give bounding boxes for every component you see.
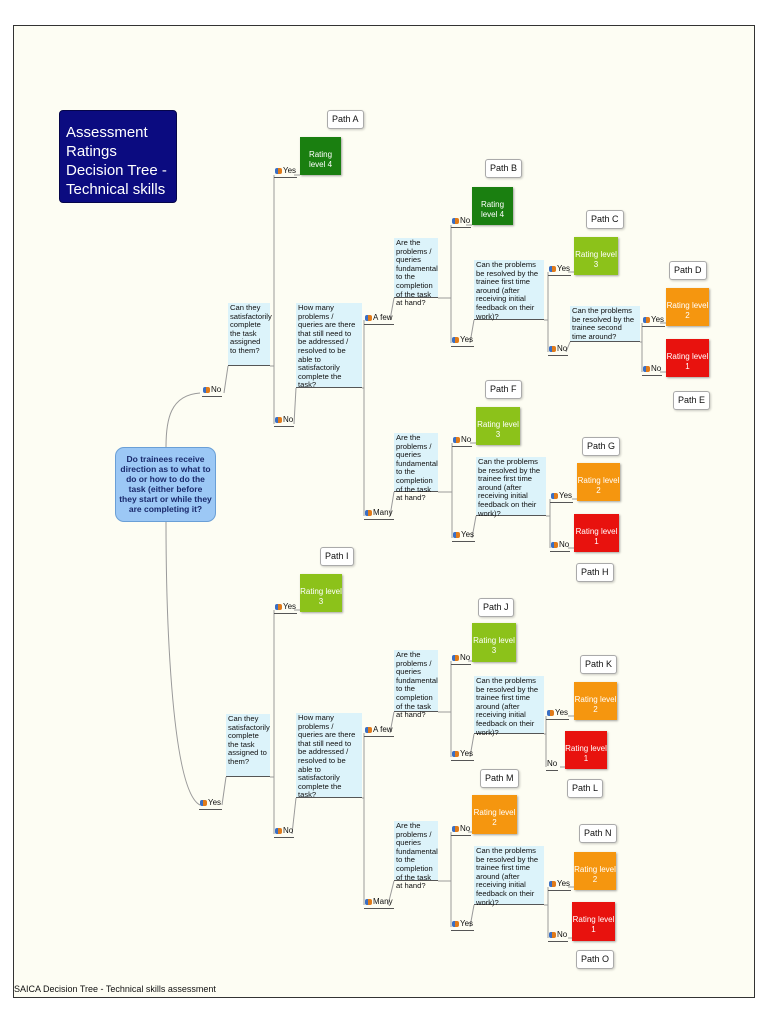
rating-level-4-path-a: Rating level 4 — [300, 137, 341, 175]
answer-label: Yes — [651, 315, 665, 324]
answer-icon — [203, 387, 210, 393]
answer-label: Yes — [559, 491, 573, 500]
answer-yes-a-few — [364, 725, 394, 737]
answer-label: No — [547, 759, 558, 768]
rating-level-4-path-b: Rating level 4 — [472, 187, 513, 225]
answer-yes-first-time-yes — [546, 708, 569, 720]
answer-icon — [275, 417, 282, 423]
answer-many-first-time-no — [550, 540, 570, 552]
answer-label: Many — [373, 508, 393, 517]
root-question: Do trainees receive direction as to what to do or how to do the task (either before they start or while they are completing it? — [115, 447, 216, 522]
question-no-afew-second-time: Can the problems be resolved by the trainee second time around? — [570, 306, 640, 342]
answer-icon — [549, 266, 556, 272]
answer-yes-top — [199, 798, 222, 810]
rating-level-1-path-l: Rating level 1 — [565, 731, 607, 769]
answer-no-yes — [274, 166, 297, 178]
answer-icon — [275, 828, 282, 834]
answer-icon — [365, 727, 372, 733]
answer-label: Yes — [557, 264, 571, 273]
rating-level-2-path-n: Rating level 2 — [574, 852, 616, 890]
answer-no-no — [274, 415, 294, 427]
question-yes-how-many: How many problems / queries are there that still need to be addressed / resolved to be able to satisfactorily complete the task? — [296, 713, 362, 798]
answer-label: Many — [373, 897, 393, 906]
answer-icon — [453, 532, 460, 538]
answer-icon — [547, 710, 554, 716]
answer-icon — [365, 510, 372, 516]
path-e-label: Path E — [673, 391, 710, 410]
question-no-many-first-time: Can the problems be resolved by the trainee first time around (after receiving initial feedback on their work)? — [476, 457, 546, 516]
answer-label: Yes — [208, 798, 222, 807]
rating-level-2-path-d: Rating level 2 — [666, 288, 709, 326]
question-no-many-fundamental: Are the problems / queries fundamental to the completion of the task at hand? — [396, 433, 438, 503]
answer-icon — [643, 366, 650, 372]
answer-first-time-yes — [548, 264, 571, 276]
path-a-label: Path A — [327, 110, 364, 129]
answer-many-fundamental-no — [452, 435, 472, 447]
answer-label: No — [283, 826, 294, 835]
answer-icon — [452, 921, 459, 927]
answer-label: A few — [373, 313, 393, 322]
answer-many-first-time-yes — [550, 491, 573, 503]
answer-icon — [452, 826, 459, 832]
answer-icon — [549, 881, 556, 887]
answer-icon — [452, 337, 459, 343]
rating-level-2-path-g: Rating level 2 — [577, 463, 620, 501]
rating-level-2-path-m: Rating level 2 — [472, 795, 517, 834]
answer-icon — [275, 604, 282, 610]
answer-yes-fundamental-yes — [451, 749, 474, 761]
rating-level-2-path-k: Rating level 2 — [574, 682, 617, 720]
answer-label: Yes — [460, 919, 474, 928]
answer-fundamental-yes — [451, 335, 474, 347]
answer-first-time-no — [548, 344, 568, 356]
footer-caption: SAICA Decision Tree - Technical skills assessment — [14, 984, 216, 994]
question-no-how-many: How many problems / queries are there that still need to be addressed / resolved to be able to satisfactorily complete the task? — [296, 303, 362, 388]
path-i-label: Path I — [320, 547, 354, 566]
question-yes-afew-fundamental: Are the problems / queries fundamental to the completion of the task at hand? — [396, 650, 438, 720]
path-k-label: Path K — [580, 655, 617, 674]
answer-icon — [200, 800, 207, 806]
answer-icon — [275, 168, 282, 174]
rating-level-1-path-e: Rating level 1 — [666, 339, 709, 377]
answer-no-top — [202, 385, 222, 397]
rating-level-3-path-f: Rating level 3 — [476, 407, 520, 445]
answer-label: No — [461, 435, 472, 444]
path-m-label: Path M — [480, 769, 519, 788]
answer-icon — [643, 317, 650, 323]
answer-label: No — [557, 930, 568, 939]
answer-icon — [453, 437, 460, 443]
path-o-label: Path O — [576, 950, 614, 969]
answer-label: Yes — [461, 530, 475, 539]
rating-level-3-path-i: Rating level 3 — [300, 574, 342, 612]
path-d-label: Path D — [669, 261, 707, 280]
answer-second-time-no — [642, 364, 662, 376]
answer-label: No — [283, 415, 294, 424]
answer-fundamental-no — [451, 216, 471, 228]
path-c-label: Path C — [586, 210, 624, 229]
answer-no-many — [364, 508, 394, 520]
answer-label: A few — [373, 725, 393, 734]
answer-yes-many-first-time-yes — [548, 879, 571, 891]
answer-label: Yes — [460, 749, 474, 758]
question-yes-satisfactory: Can they satisfactorily complete the task assigned to them? — [226, 714, 270, 777]
answer-icon — [551, 542, 558, 548]
answer-icon — [549, 932, 556, 938]
path-j-label: Path J — [478, 598, 514, 617]
answer-label: No — [559, 540, 570, 549]
answer-label: No — [651, 364, 662, 373]
question-no-afew-first-time: Can the problems be resolved by the trainee first time around (after receiving initial feedback on their work)? — [474, 260, 544, 320]
answer-label: No — [460, 653, 471, 662]
answer-yes-fundamental-no — [451, 653, 471, 665]
answer-second-time-yes — [642, 315, 665, 327]
answer-many-fundamental-yes — [452, 530, 475, 542]
answer-yes-no — [274, 826, 294, 838]
rating-level-3-path-c: Rating level 3 — [574, 237, 618, 275]
answer-icon — [452, 655, 459, 661]
rating-level-1-path-o: Rating level 1 — [572, 902, 615, 941]
path-h-label: Path H — [576, 563, 614, 582]
answer-icon — [549, 346, 556, 352]
path-b-label: Path B — [485, 159, 522, 178]
diagram-title: Assessment Ratings Decision Tree - Technical skills — [59, 110, 177, 203]
answer-yes-many — [364, 897, 394, 909]
answer-icon — [452, 218, 459, 224]
answer-icon — [551, 493, 558, 499]
answer-label: No — [211, 385, 222, 394]
rating-level-1-path-h: Rating level 1 — [574, 514, 619, 552]
rating-level-3-path-j: Rating level 3 — [472, 623, 516, 662]
question-no-afew-fundamental: Are the problems / queries fundamental to the completion of the task at hand? — [396, 238, 438, 308]
answer-label: Yes — [460, 335, 474, 344]
question-yes-many-fundamental: Are the problems / queries fundamental to the completion of the task at hand? — [396, 821, 438, 891]
answer-no-a-few — [364, 313, 394, 325]
answer-label: No — [460, 824, 471, 833]
answer-label: Yes — [283, 166, 297, 175]
answer-label: Yes — [283, 602, 297, 611]
answer-icon — [452, 751, 459, 757]
answer-icon — [365, 315, 372, 321]
answer-label: No — [557, 344, 568, 353]
answer-yes-many-fundamental-no — [451, 824, 471, 836]
answer-label: Yes — [557, 879, 571, 888]
answer-label: Yes — [555, 708, 569, 717]
answer-icon — [365, 899, 372, 905]
path-f-label: Path F — [485, 380, 522, 399]
answer-yes-many-first-time-no — [548, 930, 568, 942]
answer-label: No — [460, 216, 471, 225]
question-yes-many-first-time: Can the problems be resolved by the trainee first time around (after receiving initial feedback on their work)? — [474, 846, 544, 905]
path-n-label: Path N — [579, 824, 617, 843]
answer-yes-yes — [274, 602, 297, 614]
path-g-label: Path G — [582, 437, 620, 456]
question-yes-afew-first-time: Can the problems be resolved by the trainee first time around (after receiving initial feedback on their work)? — [474, 676, 544, 734]
question-no-satisfactory: Can they satisfactorily complete the task assigned to them? — [228, 303, 270, 366]
answer-yes-first-time-no — [546, 759, 558, 771]
answer-yes-many-fundamental-yes — [451, 919, 474, 931]
path-l-label: Path L — [567, 779, 603, 798]
